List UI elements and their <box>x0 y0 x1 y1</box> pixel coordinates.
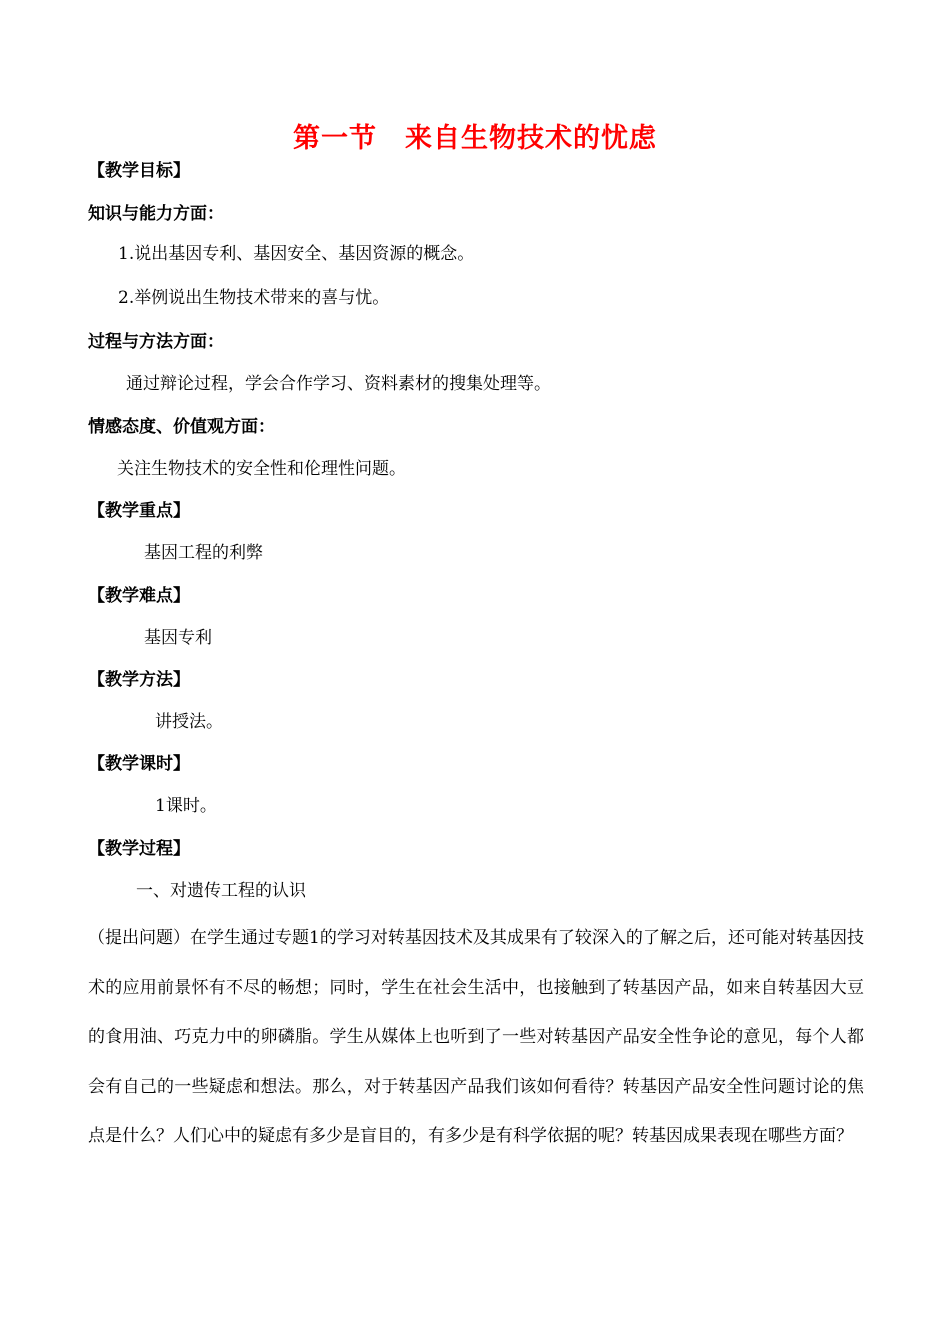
process-heading: 过程与方法方面： <box>88 332 224 352</box>
procedure-heading: 【教学过程】 <box>88 839 190 859</box>
process-text: 通过辩论过程，学会合作学习、资料素材的搜集处理等。 <box>126 374 551 394</box>
hours-text: 1课时。 <box>155 796 217 816</box>
procedure-paragraph: （提出问题）在学生通过专题1的学习对转基因技术及其成果有了较深入的了解之后，还可能对转基因技术的应用前景怀有不尽的畅想；同时，学生在社会生活中，也接触到了转基因产品，如来自转基因大豆的食用油、巧克力中的卵磷脂。学生从媒体上也听到了一些对转基因产品安全性争论的意见，每个人都会有自己的一些疑虑和想法。那么，对于转基因产品我们该如何看待？转基因产品安全性问题讨论的焦点是什么？人们心中的疑虑有多少是盲目的，有多少是有科学依据的呢？转基因成果表现在哪些方面？ <box>88 928 864 1147</box>
difficulty-heading: 【教学难点】 <box>88 586 190 606</box>
knowledge-item-2: 2.举例说出生物技术带来的喜与忧。 <box>118 288 390 308</box>
key-point-heading: 【教学重点】 <box>88 501 190 521</box>
emotion-heading: 情感态度、价值观方面： <box>88 417 275 437</box>
procedure-section-1: 一、对遗传工程的认识 <box>136 881 306 901</box>
page-title: 第一节 来自生物技术的忧虑 <box>293 123 657 154</box>
method-text: 讲授法。 <box>155 712 223 732</box>
knowledge-heading: 知识与能力方面： <box>88 204 224 224</box>
objectives-heading: 【教学目标】 <box>88 161 190 181</box>
hours-heading: 【教学课时】 <box>88 754 190 774</box>
method-heading: 【教学方法】 <box>88 670 190 690</box>
knowledge-item-1: 1.说出基因专利、基因安全、基因资源的概念。 <box>118 244 475 264</box>
key-point-text: 基因工程的利弊 <box>144 543 263 563</box>
emotion-text: 关注生物技术的安全性和伦理性问题。 <box>117 459 406 479</box>
difficulty-text: 基因专利 <box>144 628 212 648</box>
